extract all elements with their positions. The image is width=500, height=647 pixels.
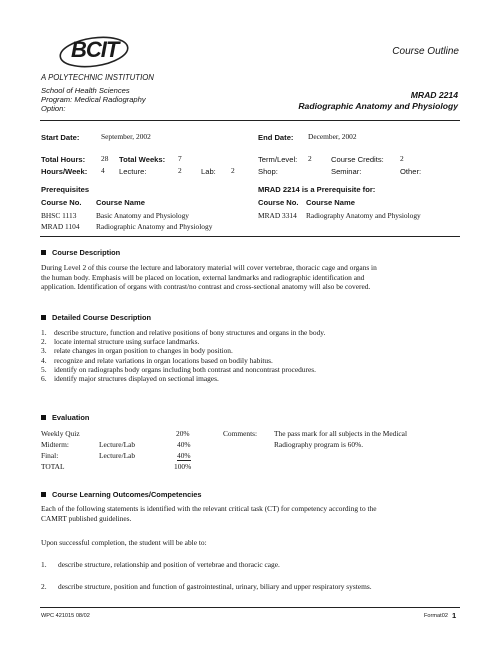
header-divider (40, 120, 460, 121)
prereq-for-col-no: Course No. (258, 198, 299, 207)
doc-type: Course Outline (392, 46, 459, 57)
footer-doc-id: WPC 421015 08/02 (41, 613, 90, 619)
credits-label: Course Credits: (331, 155, 384, 164)
eval-item-name: Final: (41, 451, 59, 460)
eval-item-pct: 40% (177, 440, 191, 449)
bcit-logo-text: BCIT (71, 37, 119, 62)
eval-item-type: Lecture/Lab (99, 440, 136, 449)
prereq-divider (40, 236, 460, 237)
footer-divider (40, 607, 460, 608)
list-item: 4. recognize and relate variations in organ locations based on bodily habitus. (41, 355, 273, 365)
prereq-for-course-name: Radiography Anatomy and Physiology (306, 211, 421, 220)
total-hours-value: 28 (101, 154, 109, 163)
seminar-label: Seminar: (331, 167, 362, 176)
section-bullet-icon (41, 492, 46, 497)
credits-value: 2 (400, 154, 404, 163)
prereq-course-name: Radiographic Anatomy and Physiology (96, 222, 213, 231)
outcome-text: describe structure, position and function of gastrointestinal, urinary, biliary and upper respiratory systems. (58, 582, 372, 591)
outcomes-heading: Course Learning Outcomes/Competencies (41, 490, 202, 499)
eval-item-name: Midterm: (41, 440, 69, 449)
prereq-course-no: BHSC 1113 (41, 211, 77, 220)
prereq-course-no: MRAD 1104 (41, 222, 80, 231)
outcomes-upon: Upon successful completion, the student will be able to: (41, 538, 207, 547)
comments-text: Radiography program is 60%. (274, 440, 364, 449)
list-item: 3. relate changes in organ position to changes in body position. (41, 346, 233, 356)
course-title: Radiographic Anatomy and Physiology (298, 101, 458, 111)
shop-label: Shop: (258, 167, 278, 176)
page-number: 1 (452, 611, 457, 620)
list-item: 1. describe structure, function and relative positions of bony structures and organs in the body. (41, 328, 326, 337)
list-item: 5. identify on radiographs body organs including both contrast and noncontrast procedures. (41, 364, 316, 374)
option-label: Option: (41, 104, 66, 113)
program-name: Program: Medical Radiography (41, 95, 146, 104)
prereq-course-name: Basic Anatomy and Physiology (96, 211, 189, 220)
total-weeks-label: Total Weeks: (119, 155, 166, 164)
prereq-col-name: Course Name (96, 198, 145, 207)
institution-tagline: A POLYTECHNIC INSTITUTION (41, 73, 154, 82)
term-label: Term/Level: (258, 155, 298, 164)
course-description-heading: Course Description (41, 248, 120, 257)
eval-item-name: Weekly Quiz (41, 429, 80, 438)
eval-item-pct: 40% (177, 451, 191, 460)
total-hours-label: Total Hours: (41, 155, 86, 164)
total-weeks-value: 7 (178, 154, 182, 163)
eval-item-type: Lecture/Lab (99, 451, 136, 460)
lab-label: Lab: (201, 167, 216, 176)
prereq-col-no: Course No. (41, 198, 82, 207)
end-date-value: December, 2002 (308, 132, 357, 141)
start-date-value: September, 2002 (101, 132, 151, 141)
detailed-description-heading: Detailed Course Description (41, 313, 151, 322)
lecture-label: Lecture: (119, 167, 147, 176)
outcomes-intro: Each of the following statements is identified with the relevant critical task (CT) for competency according to the CAMRT published guidelines. (41, 504, 377, 523)
prereq-for-col-name: Course Name (306, 198, 355, 207)
section-bullet-icon (41, 415, 46, 420)
eval-item-pct: 20% (176, 429, 190, 438)
prereq-for-course-no: MRAD 3314 (258, 211, 297, 220)
start-date-label: Start Date: (41, 133, 80, 142)
list-item: 2. locate internal structure using surface landmarks. (41, 337, 200, 347)
lab-value: 2 (231, 166, 235, 175)
evaluation-heading: Evaluation (41, 413, 89, 422)
outcome-text: describe structure, relationship and position of vertebrae and thoracic cage. (58, 560, 280, 569)
course-code: MRAD 2214 (410, 90, 458, 100)
list-item: 6. identify major structures displayed on sectional images. (41, 373, 219, 383)
school-name: School of Health Sciences (41, 86, 130, 95)
section-bullet-icon (41, 315, 46, 320)
course-description-text: During Level 2 of this course the lecture and laboratory material will cover vertebrae, thoracic cage and organs in the human body. Emphasis will be placed on location, external landmarks and radiographic identification and application. Identification of organs with contrast/no contrast and cross-sectional anatomy will also be covered. (41, 263, 377, 292)
comments-label: Comments: (223, 429, 258, 438)
section-bullet-icon (41, 250, 46, 255)
eval-total-pct: 100% (174, 462, 192, 471)
lecture-value: 2 (178, 166, 182, 175)
outcome-num: 1. (41, 560, 47, 569)
detailed-description-list (41, 328, 461, 383)
outcome-num: 2. (41, 582, 47, 591)
term-value: 2 (308, 154, 312, 163)
prereq-for-heading: MRAD 2214 is a Prerequisite for: (258, 185, 376, 194)
hours-week-value: 4 (101, 166, 105, 175)
comments-text: The pass mark for all subjects in the Medical (274, 429, 407, 438)
other-label: Other: (400, 167, 422, 176)
eval-total-label: TOTAL (41, 462, 65, 471)
hours-week-label: Hours/Week: (41, 167, 88, 176)
footer-format: Format02 (424, 613, 448, 619)
end-date-label: End Date: (258, 133, 294, 142)
bcit-logo (56, 30, 136, 74)
prereq-heading: Prerequisites (41, 185, 90, 194)
